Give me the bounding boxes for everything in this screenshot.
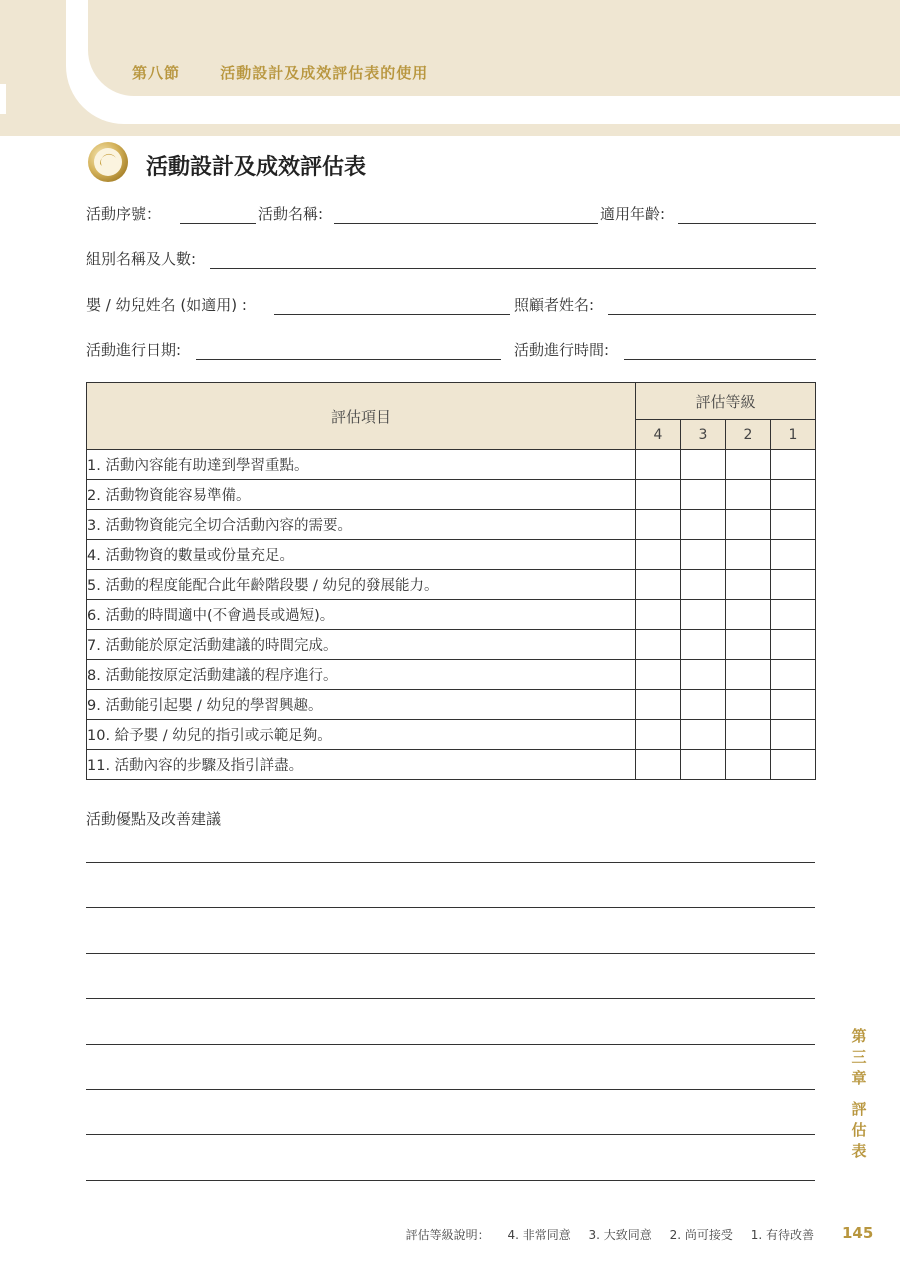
- remark-writing-line[interactable]: [86, 998, 815, 999]
- field-row-activity: [86, 200, 816, 226]
- activity-no-field[interactable]: [180, 222, 256, 224]
- rating-cell[interactable]: [636, 720, 681, 750]
- rating-cell[interactable]: [726, 570, 771, 600]
- legend-label: 評估等級說明：: [405, 1228, 490, 1242]
- carer-field[interactable]: [608, 313, 816, 315]
- rating-cell[interactable]: [771, 540, 816, 570]
- rating-cell[interactable]: [726, 600, 771, 630]
- rating-cell[interactable]: [636, 450, 681, 480]
- legend-item: 2. 尚可接受: [669, 1228, 733, 1242]
- criteria-text: 7. 活動能於原定活動建議的時間完成。: [87, 630, 636, 660]
- rating-cell[interactable]: [726, 510, 771, 540]
- child-name-label: 嬰 / 幼兒姓名 (如適用) :: [86, 296, 247, 314]
- age-label: 適用年齡:: [600, 205, 666, 223]
- form-title: 活動設計及成效評估表: [146, 155, 367, 180]
- criteria-text: 2. 活動物資能容易準備。: [87, 480, 636, 510]
- legend-item: 1. 有待改善: [750, 1228, 814, 1242]
- rating-cell[interactable]: [681, 690, 726, 720]
- group-label: 組別名稱及人數:: [86, 250, 197, 268]
- time-field[interactable]: [624, 358, 816, 360]
- remark-writing-line[interactable]: [86, 1180, 815, 1181]
- field-row-datetime: [86, 336, 816, 362]
- activity-name-field[interactable]: [334, 222, 598, 224]
- field-row-names: [86, 291, 816, 317]
- date-label: 活動進行日期:: [86, 341, 182, 359]
- section-title: 活動設計及成效評估表的使用: [220, 64, 429, 82]
- rating-cell[interactable]: [636, 690, 681, 720]
- rating-cell[interactable]: [771, 600, 816, 630]
- rating-cell[interactable]: [771, 630, 816, 660]
- chapter-char: 章: [851, 1069, 867, 1087]
- rating-cell[interactable]: [726, 720, 771, 750]
- rating-cell[interactable]: [771, 480, 816, 510]
- rating-cell[interactable]: [726, 630, 771, 660]
- rating-legend: [406, 1226, 814, 1243]
- remark-writing-line[interactable]: [86, 1089, 815, 1090]
- rating-cell[interactable]: [771, 510, 816, 540]
- criteria-text: 10. 給予嬰 / 幼兒的指引或示範足夠。: [87, 720, 636, 750]
- rating-header: 評估等級: [636, 383, 816, 420]
- rating-cell[interactable]: [771, 660, 816, 690]
- rating-cell[interactable]: [681, 720, 726, 750]
- carer-label: 照顧者姓名:: [514, 296, 595, 314]
- criteria-row: [87, 630, 816, 660]
- topic-char: 評: [851, 1100, 867, 1118]
- remark-writing-line[interactable]: [86, 1134, 815, 1135]
- criteria-row: [87, 540, 816, 570]
- section-heading: [132, 62, 428, 83]
- rating-cell[interactable]: [681, 660, 726, 690]
- criteria-row: [87, 720, 816, 750]
- criteria-text: 1. 活動內容能有助達到學習重點。: [87, 450, 636, 480]
- criteria-text: 9. 活動能引起嬰 / 幼兒的學習興趣。: [87, 690, 636, 720]
- rating-cell[interactable]: [636, 600, 681, 630]
- chapter-side-tab: [849, 1026, 869, 1162]
- rating-cell[interactable]: [726, 540, 771, 570]
- topic-char: 估: [851, 1121, 867, 1139]
- criteria-text: 8. 活動能按原定活動建議的程序進行。: [87, 660, 636, 690]
- rating-cell[interactable]: [771, 450, 816, 480]
- legend-item: 3. 大致同意: [588, 1228, 652, 1242]
- evaluation-table: [86, 382, 816, 780]
- criteria-row: [87, 750, 816, 780]
- rating-cell[interactable]: [681, 450, 726, 480]
- rating-level-header: 1: [771, 420, 816, 450]
- criteria-row: [87, 450, 816, 480]
- header-edge-mark: [0, 84, 6, 114]
- rating-cell[interactable]: [726, 480, 771, 510]
- time-label: 活動進行時間:: [514, 341, 610, 359]
- rating-cell[interactable]: [771, 690, 816, 720]
- rating-cell[interactable]: [726, 750, 771, 780]
- criteria-text: 3. 活動物資能完全切合活動內容的需要。: [87, 510, 636, 540]
- activity-no-label: 活動序號：: [86, 205, 162, 223]
- criteria-text: 11. 活動內容的步驟及指引詳盡。: [87, 750, 636, 780]
- chapter-char: 三: [851, 1048, 867, 1066]
- criteria-row: [87, 600, 816, 630]
- child-name-field[interactable]: [274, 313, 510, 315]
- rating-cell[interactable]: [636, 660, 681, 690]
- remark-writing-line[interactable]: [86, 953, 815, 954]
- rating-cell[interactable]: [681, 540, 726, 570]
- criteria-header: 評估項目: [87, 383, 636, 450]
- criteria-text: 5. 活動的程度能配合此年齡階段嬰 / 幼兒的發展能力。: [87, 570, 636, 600]
- title-bullet-icon: [86, 140, 130, 184]
- criteria-row: [87, 570, 816, 600]
- remark-writing-line[interactable]: [86, 1044, 815, 1045]
- criteria-row: [87, 660, 816, 690]
- remark-writing-line[interactable]: [86, 907, 815, 908]
- criteria-text: 6. 活動的時間適中(不會過長或過短)。: [87, 600, 636, 630]
- rating-cell[interactable]: [681, 510, 726, 540]
- criteria-row: [87, 480, 816, 510]
- rating-cell[interactable]: [726, 450, 771, 480]
- group-field[interactable]: [210, 267, 816, 269]
- topic-char: 表: [851, 1142, 867, 1160]
- rating-cell[interactable]: [771, 750, 816, 780]
- rating-cell[interactable]: [681, 480, 726, 510]
- rating-cell[interactable]: [636, 750, 681, 780]
- date-field[interactable]: [196, 358, 501, 360]
- rating-cell[interactable]: [681, 570, 726, 600]
- rating-cell[interactable]: [771, 570, 816, 600]
- section-number: 第八節: [132, 64, 181, 82]
- remarks-label: 活動優點及改善建議: [86, 810, 222, 828]
- evaluation-rows: [87, 450, 816, 780]
- rating-cell[interactable]: [636, 630, 681, 660]
- rating-cell[interactable]: [681, 600, 726, 630]
- rating-cell[interactable]: [726, 660, 771, 690]
- activity-name-label: 活動名稱:: [258, 205, 324, 223]
- rating-cell[interactable]: [726, 690, 771, 720]
- rating-cell[interactable]: [636, 570, 681, 600]
- chapter-char: 第: [851, 1027, 867, 1045]
- rating-level-header: 3: [681, 420, 726, 450]
- rating-cell[interactable]: [681, 630, 726, 660]
- age-field[interactable]: [678, 222, 816, 224]
- remark-writing-line[interactable]: [86, 862, 815, 863]
- rating-cell[interactable]: [636, 480, 681, 510]
- page-number: 145: [842, 1224, 874, 1242]
- field-row-group: [86, 245, 816, 271]
- rating-cell[interactable]: [636, 510, 681, 540]
- rating-cell[interactable]: [771, 720, 816, 750]
- rating-cell[interactable]: [636, 540, 681, 570]
- legend-item: 4. 非常同意: [507, 1228, 571, 1242]
- rating-cell[interactable]: [681, 750, 726, 780]
- criteria-row: [87, 690, 816, 720]
- rating-level-header: 4: [636, 420, 681, 450]
- criteria-row: [87, 510, 816, 540]
- rating-level-header: 2: [726, 420, 771, 450]
- criteria-text: 4. 活動物資的數量或份量充足。: [87, 540, 636, 570]
